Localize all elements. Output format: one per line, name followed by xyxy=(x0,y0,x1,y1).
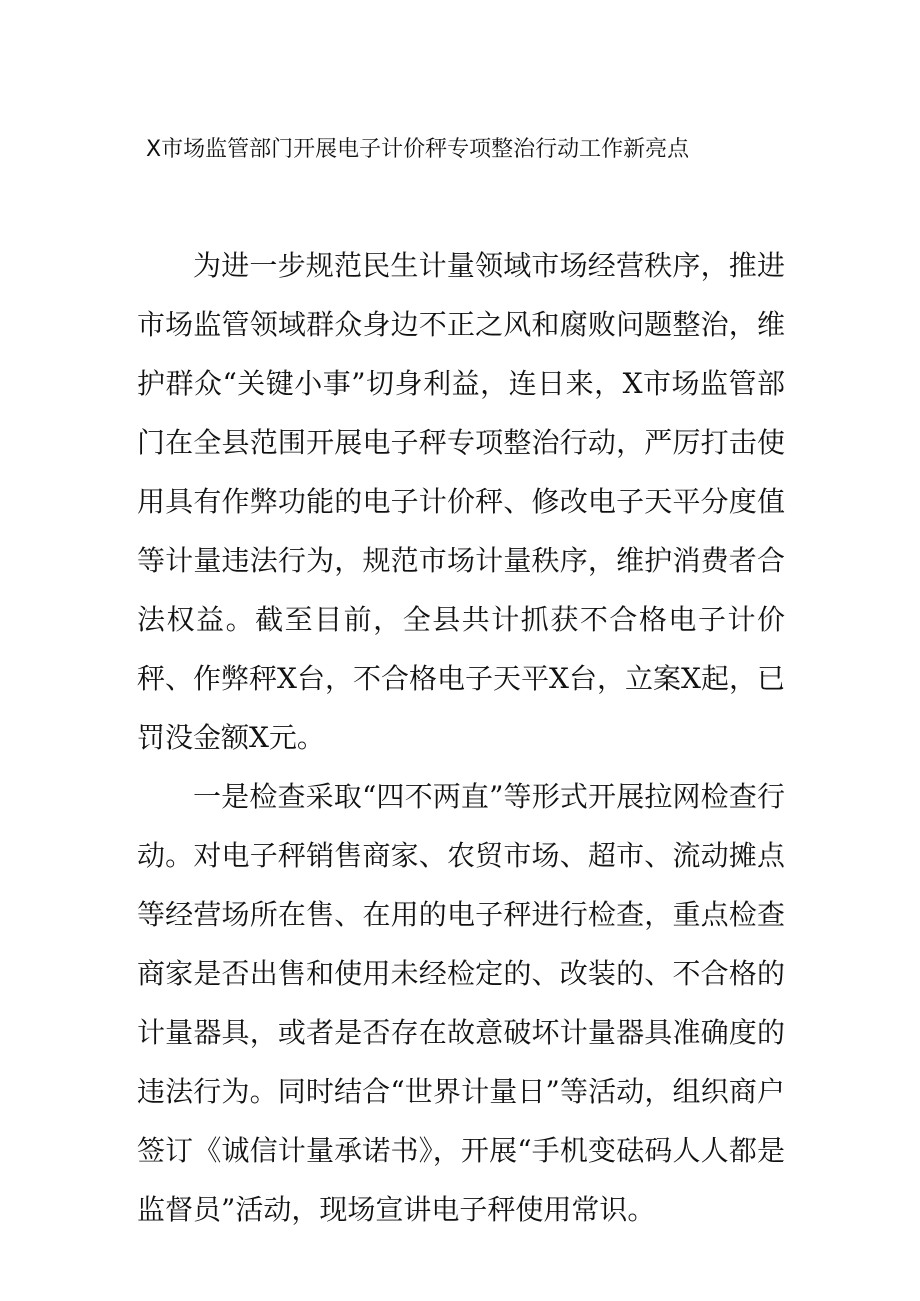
paragraph-intro: 为进一步规范民生计量领域市场经营秩序，推进市场监管领域群众身边不正之风和腐败问题整治，维护群众“关键小事”切身利益，连日来，X市场监管部门在全县范围开展电子秤专项整治行动，严厉打击使用具有作弊功能的电子计价秤、修改电子天平分度值等计量违法行为，规范市场计量秩序，维护消费者合法权益。截至目前，全县共计抓获不合格电子计价秤、作弊秤X台，不合格电子天平X台，立案X起，已罚没金额X元。 xyxy=(137,249,785,754)
document-body xyxy=(137,236,785,1239)
paragraph-inspection: 一是检查采取“四不两直”等形式开展拉网检查行动。对电子秤销售商家、农贸市场、超市、流动摊点等经营场所在售、在用的电子秤进行检查，重点检查商家是否出售和使用未经检定的、改装的、不合格的计量器具，或者是否存在故意破坏计量器具准确度的违法行为。同时结合“世界计量日”等活动，组织商户签订《诚信计量承诺书》，开展“手机变砝码人人都是监督员”活动，现场宣讲电子秤使用常识。 xyxy=(137,780,785,1226)
document-title: X市场监管部门开展电子计价秤专项整治行动工作新亮点 xyxy=(146,137,690,162)
